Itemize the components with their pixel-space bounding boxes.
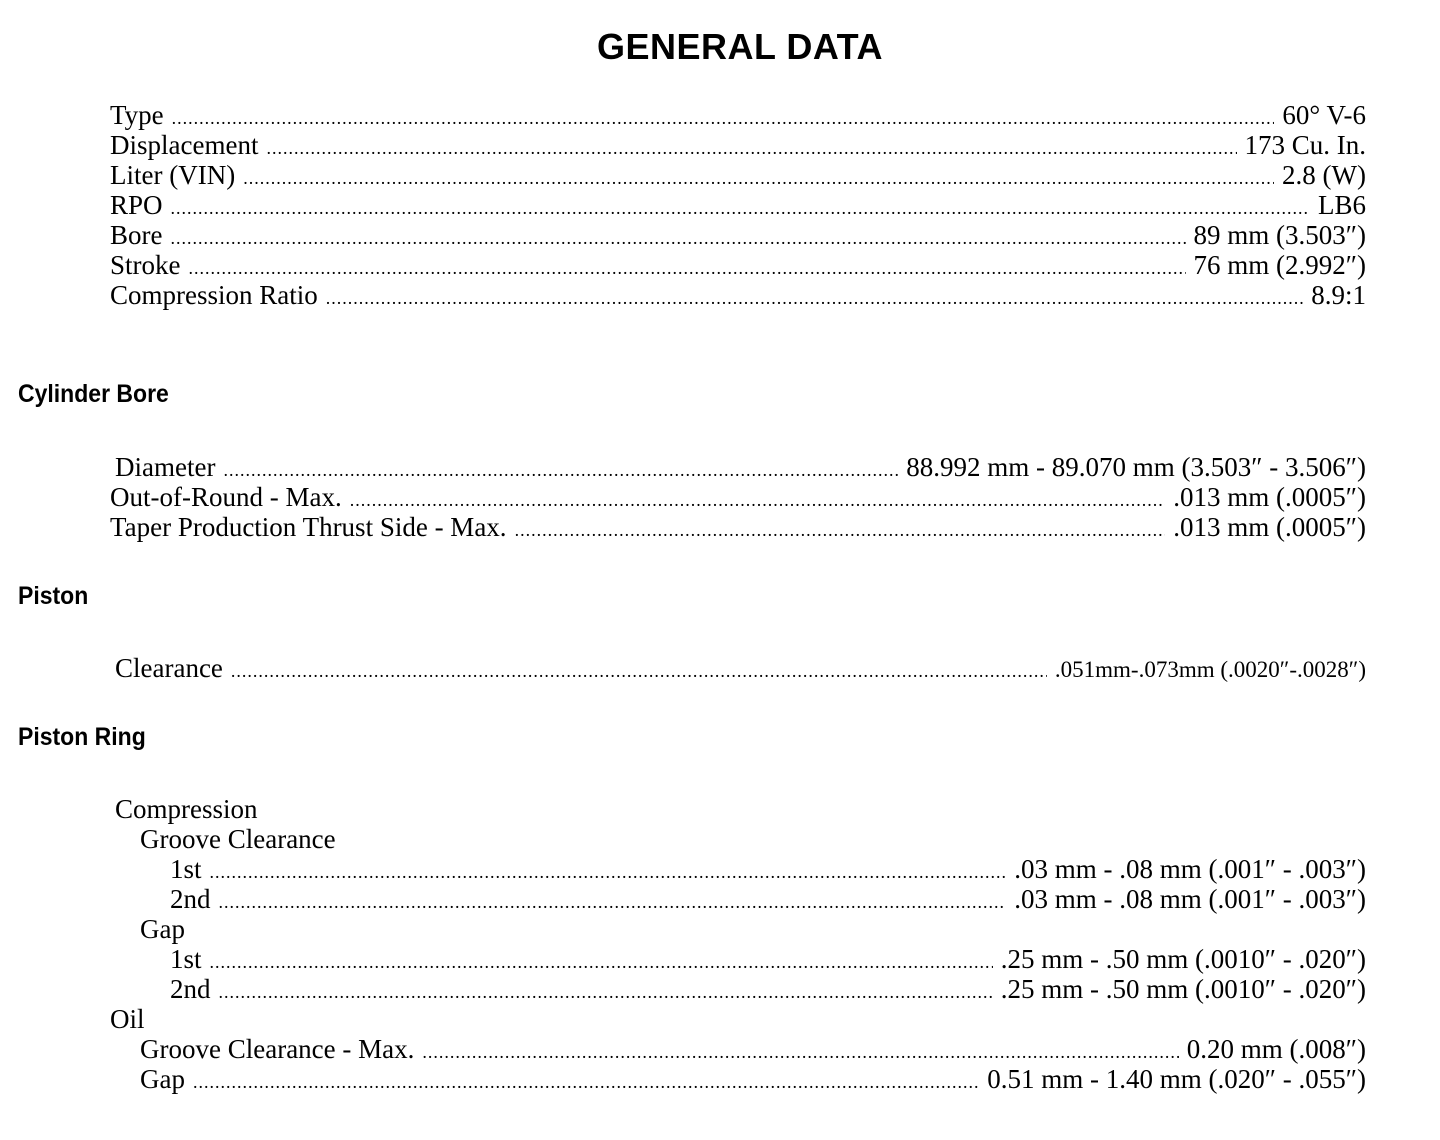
general-specs [110,100,1366,310]
spec-label: Compression Ratio [110,280,318,310]
spec-value: .051mm-.073mm (.0020″-.0028″) [1054,657,1366,682]
piston-specs [110,653,1366,683]
spec-label: Out-of-Round - Max. [110,482,342,512]
spec-value: .25 mm - .50 mm (.0010″ - .020″) [1000,944,1366,974]
spec-label: Displacement [110,130,259,160]
dot-leader [219,887,1007,917]
subheading-oil: Oil [110,1004,145,1034]
spec-value: .013 mm (.0005″) [1173,482,1366,512]
spec-value: .25 mm - .50 mm (.0010″ - .020″) [1000,974,1366,1004]
spec-value: 89 mm (3.503″) [1193,220,1366,250]
spec-label: Type [110,100,164,130]
spec-label: Clearance [115,653,223,683]
spec-label: 1st [170,944,202,974]
spec-value: LB6 [1317,190,1366,220]
subheading-compression: Compression [115,794,258,824]
dot-leader [350,485,1166,515]
section-heading-piston: Piston [18,582,89,610]
cylinder-bore-specs [110,452,1366,542]
dot-leader [210,947,993,977]
piston-ring-specs [110,794,1366,1094]
spec-label: 2nd [170,974,211,1004]
spec-value: 60° V-6 [1282,100,1366,130]
spec-row-oil-groove-clearance [110,1034,1366,1064]
spec-row-out-of-round [110,482,1366,512]
section-heading-piston-ring: Piston Ring [18,723,146,751]
dot-leader [326,283,1303,313]
spec-row-compression-ratio [110,280,1366,310]
spec-value: 76 mm (2.992″) [1193,250,1366,280]
spec-row-clearance [110,653,1366,683]
spec-row-gap-1st [110,944,1366,974]
dot-leader [172,103,1275,133]
dot-leader [243,163,1274,193]
spec-value: 88.992 mm - 89.070 mm (3.503″ - 3.506″) [906,452,1366,482]
spec-row-taper [110,512,1366,542]
spec-value: .013 mm (.0005″) [1173,512,1366,542]
subheading-groove-clearance: Groove Clearance [140,824,336,854]
spec-row-groove-1st [110,854,1366,884]
dot-leader [422,1037,1178,1067]
spec-label: Bore [110,220,163,250]
spec-row-bore [110,220,1366,250]
spec-value: .03 mm - .08 mm (.001″ - .003″) [1014,854,1366,884]
dot-leader [171,193,1310,223]
spec-value: .03 mm - .08 mm (.001″ - .003″) [1014,884,1366,914]
spec-label: Groove Clearance - Max. [140,1034,415,1064]
spec-row-oil-gap [110,1064,1366,1094]
dot-leader [219,977,993,1007]
spec-label: Taper Production Thrust Side - Max. [110,512,507,542]
dot-leader [231,656,1047,686]
spec-value: 8.9:1 [1311,280,1366,310]
dot-leader [515,515,1166,545]
spec-label: RPO [110,190,163,220]
spec-label: Gap [140,1064,185,1094]
spec-value: 0.20 mm (.008″) [1186,1034,1366,1064]
spec-row-gap-2nd [110,974,1366,1004]
dot-leader [223,455,898,485]
spec-label: Liter (VIN) [110,160,236,190]
subheading-gap: Gap [140,914,185,944]
spec-label: 1st [170,854,202,884]
dot-leader [210,857,1007,887]
spec-row-stroke [110,250,1366,280]
spec-row-type [110,100,1366,130]
spec-row-rpo [110,190,1366,220]
spec-value: 0.51 mm - 1.40 mm (.020″ - .055″) [987,1064,1366,1094]
dot-leader [170,223,1185,253]
spec-row-diameter [110,452,1366,482]
spec-row-liter [110,160,1366,190]
spec-label: Stroke [110,250,181,280]
spec-row-groove-2nd [110,884,1366,914]
dot-leader [189,253,1186,283]
spec-label: Diameter [115,452,216,482]
dot-leader [193,1067,979,1097]
spec-row-displacement [110,130,1366,160]
spec-value: 173 Cu. In. [1244,130,1366,160]
spec-label: 2nd [170,884,211,914]
spec-value: 2.8 (W) [1282,160,1366,190]
page-title: GENERAL DATA [596,26,883,67]
dot-leader [266,133,1236,163]
section-heading-cylinder-bore: Cylinder Bore [18,380,169,408]
